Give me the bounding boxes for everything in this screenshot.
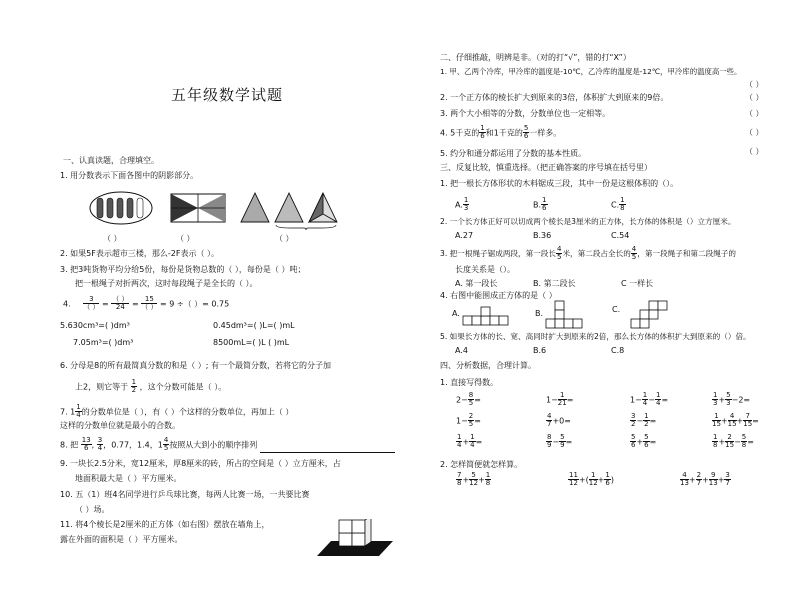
cubes-corner-figure xyxy=(315,519,395,559)
simplify-item-1: $\frac{7}{8}$ + $\frac{5}{12}$ + $\frac{1}{8}$ xyxy=(457,471,491,488)
choice-5-option-a[interactable]: A.4 xyxy=(455,346,468,355)
q4-tail: = 9 ÷（ ）= 0.75 xyxy=(160,299,230,309)
section-2-header: 二、仔细推敲，明辨是非。（对的打“√”，错的打“X”） xyxy=(440,53,631,62)
choice-4-label-c[interactable]: C. xyxy=(612,305,621,314)
choice-1-option-a[interactable]: A. $\frac{1}{3}$ xyxy=(455,196,469,213)
c3-fraction-1: $\frac{4}{5}$ xyxy=(556,245,562,262)
choice-3-option-b[interactable]: B. 第二段长 xyxy=(533,279,576,288)
simplify-item-2: $\frac{11}{12}$ +( $\frac{1}{12}$ + $\frac{1}{6}$ ) xyxy=(569,471,614,488)
calc-2-header: 2. 怎样简便就怎样算。 xyxy=(440,460,523,469)
q1-answer-3[interactable]: （ ） xyxy=(275,234,294,243)
section-1-header: 一、认真读题，合理填空。 xyxy=(63,156,159,165)
judge-2-answer[interactable]: （ ） xyxy=(745,93,764,102)
choice-3-option-c[interactable]: C 一样长 xyxy=(621,279,654,288)
q7-fraction: $\frac{1}{4}$ xyxy=(76,403,81,420)
calc-item-1: 2− $\frac{8}{5}$ = xyxy=(456,391,481,408)
choice-5: 5. 如果长方体的长、宽、高同时扩大到原来的2倍，那么长方体的体积扩大到原来的（）倍。 xyxy=(440,332,751,341)
q1-answer-2[interactable]: （ ） xyxy=(176,234,195,243)
question-5-row1-col1: 5.630cm³=( )dm³ xyxy=(60,321,130,330)
question-5-row2-col2: 8500mL=( )L ( )mL xyxy=(213,338,290,347)
judge-4: 4. 5千克的 $\frac{1}{6}$ 和1千克的 $\frac{5}{6}$ 一样多。 xyxy=(440,124,562,141)
question-8: 8. 把 $\frac{13}{6}$ , $\frac{3}{4}$ ，0.77，1.4，1 $\frac{4}{5}$ 按照从大到小的顺序排列 xyxy=(60,437,395,453)
calc-item-9: $\frac{1}{4}$ + $\frac{1}{4}$ = xyxy=(457,433,483,450)
q6-fraction: $\frac{1}{2}$ xyxy=(131,378,137,395)
calc-item-3: 1− $\frac{1}{4}$ − $\frac{1}{4}$ = xyxy=(630,391,669,408)
choice-2-option-a[interactable]: A.27 xyxy=(455,231,474,240)
question-10b: （ ）场。 xyxy=(75,505,110,514)
q8-fraction-3: $\frac{4}{5}$ xyxy=(163,436,169,453)
c3-fraction-2: $\frac{4}{5}$ xyxy=(631,245,637,262)
choice-4-label-b[interactable]: B. xyxy=(535,309,544,318)
calc-item-10: $\frac{8}{9}$ − $\frac{5}{9}$ = xyxy=(547,433,573,450)
section-4-header: 四、分析数据，合理计算。 xyxy=(440,361,536,370)
triangles-figure xyxy=(238,190,344,230)
question-3a: 3. 把3吨货物平均分给5份，每份是货物总数的（ ），每份是（ ）吨； xyxy=(60,265,306,274)
section-3-header: 三、反复比较，慎重选择。（把正确答案的序号填在括号里） xyxy=(440,163,652,172)
question-11b: 露在外面的面积是（ ）平方厘米。 xyxy=(60,535,183,544)
question-7a: 7. 1 $\frac{1}{4}$ 的分数单位是（ ），有（ ）个这样的分数单位，再加上（ ） xyxy=(60,403,294,420)
choice-1-option-c[interactable]: C. $\frac{1}{8}$ xyxy=(611,196,625,213)
choice-3: 3. 把一根绳子锯成两段，第一段长 $\frac{4}{5}$ 米，第二段占全长的 $\frac{4}{5}$ ，第一段绳子和第二段绳子的 xyxy=(440,245,736,262)
choice-1-option-b[interactable]: B. $\frac{1}{6}$ xyxy=(533,196,547,213)
calc-item-7: $\frac{3}{2}$ − $\frac{1}{2}$ = xyxy=(631,412,657,429)
calc-1-header: 1. 直接写得数。 xyxy=(440,378,499,387)
q4-fraction-2: $\frac{( )}{24}$ xyxy=(112,295,129,312)
q8-answer-line[interactable] xyxy=(260,445,395,453)
choice-5-option-c[interactable]: C.8 xyxy=(611,346,625,355)
oval-figure xyxy=(88,190,154,226)
cube-net-c xyxy=(625,300,669,330)
question-3b: 把一根绳子对折两次，这时每段绳子是全长的（ ）。 xyxy=(75,279,258,288)
choice-5-option-b[interactable]: B.6 xyxy=(533,346,547,355)
judge-1-answer[interactable]: （ ） xyxy=(745,80,764,89)
question-2: 2. 如果5F表示超市三楼，那么-2F表示（ ）。 xyxy=(60,249,219,258)
judge-4-answer[interactable]: （ ） xyxy=(745,128,764,137)
choice-2-option-c[interactable]: C.54 xyxy=(611,231,630,240)
question-9b: 地面积最大是（ ）平方厘米。 xyxy=(75,474,182,483)
calc-item-2: 1− $\frac{1}{21}$ = xyxy=(546,391,574,408)
question-11a: 11. 将4个棱长是2厘米的正方体（如右图）摆放在墙角上， xyxy=(60,520,270,529)
judge-5: 5. 约分和通分都运用了分数的基本性质。 xyxy=(440,149,587,158)
judge-5-answer[interactable]: （ ） xyxy=(745,147,764,156)
judge-3-answer[interactable]: （ ） xyxy=(745,109,764,118)
question-6a: 6. 分母是8的所有最简真分数的和是（ ）; 有一个最简分数，若将它的分子加 xyxy=(60,361,332,370)
question-5-row2-col1: 7.05m³=( )dm³ xyxy=(73,338,134,347)
calc-item-4: $\frac{1}{3}$ + $\frac{5}{3}$ −2= xyxy=(713,391,751,408)
choice-1: 1. 把一根长方体形状的木料锯成三段，其中一份是这根体积的（）。 xyxy=(440,179,679,188)
choice-3-option-a[interactable]: A. 第一段长 xyxy=(455,279,498,288)
calc-item-12: $\frac{1}{8}$ + $\frac{2}{15}$ − $\frac{5}{8}$ = xyxy=(713,433,754,450)
calc-item-5: 1− $\frac{2}{5}$ = xyxy=(456,412,481,429)
judge-2: 2. 一个正方体的棱长扩大到原来的3倍，体积扩大到原来的9倍。 xyxy=(440,93,669,102)
q1-answer-1[interactable]: （ ） xyxy=(103,234,122,243)
question-5-row1-col2: 0.45dm³=( )L=( )mL xyxy=(213,321,295,330)
q4-fraction-3: $\frac{15}{( )}$ xyxy=(141,295,158,312)
question-1: 1. 用分数表示下面各图中的阴影部分。 xyxy=(60,171,199,180)
question-4-number: 4. xyxy=(63,299,71,309)
q4-fraction-1: $\frac{3}{( )}$ xyxy=(83,295,100,312)
calc-item-6: $\frac{4}{7}$ +0= xyxy=(547,412,571,429)
simplify-item-3: $\frac{4}{13}$ + $\frac{2}{7}$ + $\frac{9}{13}$ + $\frac{3}{7}$ xyxy=(680,471,730,488)
choice-4-label-a[interactable]: A. xyxy=(452,309,460,318)
question-9a: 9. 一块长2.5分米，宽12厘米，厚8厘米的砖，所占的空间是（ ）立方厘米，占 xyxy=(60,459,341,468)
calc-item-8: $\frac{1}{15}$ + $\frac{4}{15}$ + $\frac{7}{15}$ = xyxy=(712,412,759,429)
q8-fraction-2: $\frac{3}{4}$ xyxy=(97,436,103,453)
judge-3: 3. 两个大小相等的分数，分数单位也一定相等。 xyxy=(440,109,611,118)
j4-fraction-1: $\frac{1}{6}$ xyxy=(480,124,485,141)
judge-1: 1. 甲、乙两个冷库，甲冷库的温度是-10℃，乙冷库的温度是-12℃，甲冷库的温度高一些。 xyxy=(440,67,742,76)
cube-net-a xyxy=(462,306,510,326)
choice-2: 2. 一个长方体正好可以切成两个棱长是3厘米的正方体，长方体的体积是（）立方厘米。 xyxy=(440,217,736,226)
choice-2-option-b[interactable]: B.36 xyxy=(533,231,552,240)
j4-fraction-2: $\frac{5}{6}$ xyxy=(523,124,529,141)
calc-item-11: $\frac{5}{6}$ + $\frac{5}{6}$ = xyxy=(631,433,657,450)
question-4: 4. $\frac{3}{( )}$ = $\frac{( )}{24}$ = $\frac{15}{( )}$ = 9 ÷（ ）= 0.75 xyxy=(63,295,230,312)
page-title: 五年级数学试题 xyxy=(171,86,284,104)
rectangle-figure xyxy=(170,193,226,223)
question-6b: 上2，则它等于 $\frac{1}{2}$ ，这个分数可能是（ ）。 xyxy=(75,378,227,395)
cube-net-b xyxy=(545,300,585,330)
question-7b: 这样的分数单位就是最小的合数。 xyxy=(60,421,180,430)
choice-4: 4. 右图中能围成正方体的是（ ） xyxy=(440,291,557,300)
choice-3b: 长度关系是（）。 xyxy=(455,265,515,274)
q8-fraction-1: $\frac{13}{6}$ xyxy=(81,436,91,453)
question-10a: 10. 五（1）班4名同学进行乒乓球比赛，每两人比赛一场，一共要比赛 xyxy=(60,490,310,499)
